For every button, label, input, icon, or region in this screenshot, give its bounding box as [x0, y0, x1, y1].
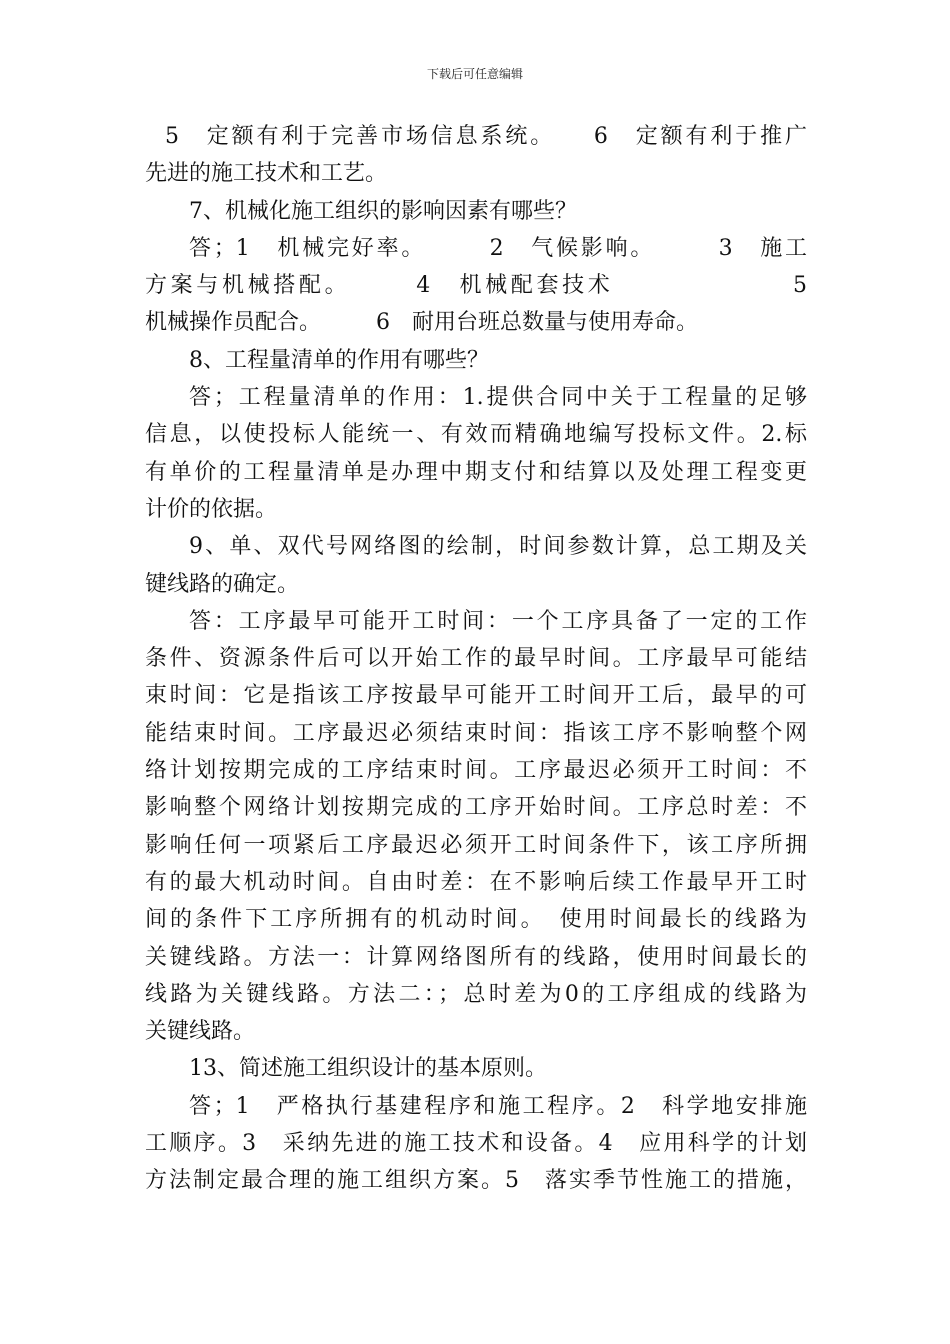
paragraph-line: 方法制定最合理的施工组织方案。5 落实季节性施工的措施，: [145, 1168, 807, 1194]
paragraph-line: 影响任何一项紧后工序最迟必须开工时间条件下，该工序所拥: [145, 832, 807, 858]
paragraph-line: 答；工程量清单的作用：1.提供合同中关于工程量的足够: [189, 385, 807, 411]
question-heading: 7、机械化施工组织的影响因素有哪些？: [189, 198, 577, 224]
paragraph-line: 方案与机械搭配。 4 机械配套技术 5: [145, 273, 807, 299]
paragraph-line: 计价的依据。: [145, 496, 278, 522]
paragraph-line: 关键线路。: [145, 1019, 256, 1045]
paragraph-line: 有的最大机动时间。自由时差：在不影响后续工作最早开工时: [145, 869, 807, 895]
paragraph-line: 答；1 机械完好率。 2 气候影响。 3 施工: [189, 235, 807, 261]
paragraph-line: 先进的施工技术和工艺。: [145, 161, 388, 187]
paragraph-line: 能结束时间。工序最迟必须结束时间：指该工序不影响整个网: [145, 720, 807, 746]
question-heading: 13、简述施工组织设计的基本原则。: [189, 1056, 547, 1082]
paragraph-line: 工顺序。3 采纳先进的施工技术和设备。4 应用科学的计划: [145, 1131, 807, 1157]
paragraph-line: 信息，以使投标人能统一、有效而精确地编写投标文件。2.标: [145, 422, 807, 448]
paragraph-line: 间的条件下工序所拥有的机动时间。 使用时间最长的线路为: [145, 907, 807, 933]
paragraph-line: 条件、资源条件后可以开始工作的最早时间。工序最早可能结: [145, 646, 807, 672]
paragraph-line: 答；1 严格执行基建程序和施工程序。2 科学地安排施: [189, 1093, 807, 1119]
paragraph-line: 关键线路。方法一：计算网络图所有的线路，使用时间最长的: [145, 944, 807, 970]
question-heading: 8、工程量清单的作用有哪些？: [189, 347, 489, 373]
paragraph-line: 影响整个网络计划按期完成的工序开始时间。工序总时差：不: [145, 795, 807, 821]
paragraph-line: 5 定额有利于完善市场信息系统。 6 定额有利于推广: [165, 124, 807, 149]
paragraph-line: 线路为关键线路。方法二：；总时差为0的工序组成的线路为: [145, 981, 807, 1007]
paragraph-line: 答：工序最早可能开工时间：一个工序具备了一定的工作: [189, 608, 807, 634]
paragraph-line: 机械操作员配合。 6 耐用台班总数量与使用寿命。: [145, 310, 698, 336]
paragraph-line: 有单价的工程量清单是办理中期支付和结算以及处理工程变更: [145, 459, 807, 485]
paragraph-line: 键线路的确定。: [145, 571, 300, 597]
document-body: [145, 118, 807, 1200]
paragraph-line: 束时间：它是指该工序按最早可能开工时间开工后，最早的可: [145, 683, 807, 709]
paragraph-line: 络计划按期完成的工序结束时间。工序最迟必须开工时间：不: [145, 758, 807, 784]
question-heading: 9、单、双代号网络图的绘制，时间参数计算，总工期及关: [189, 534, 807, 560]
page-header: 下载后可任意编辑: [426, 67, 523, 81]
